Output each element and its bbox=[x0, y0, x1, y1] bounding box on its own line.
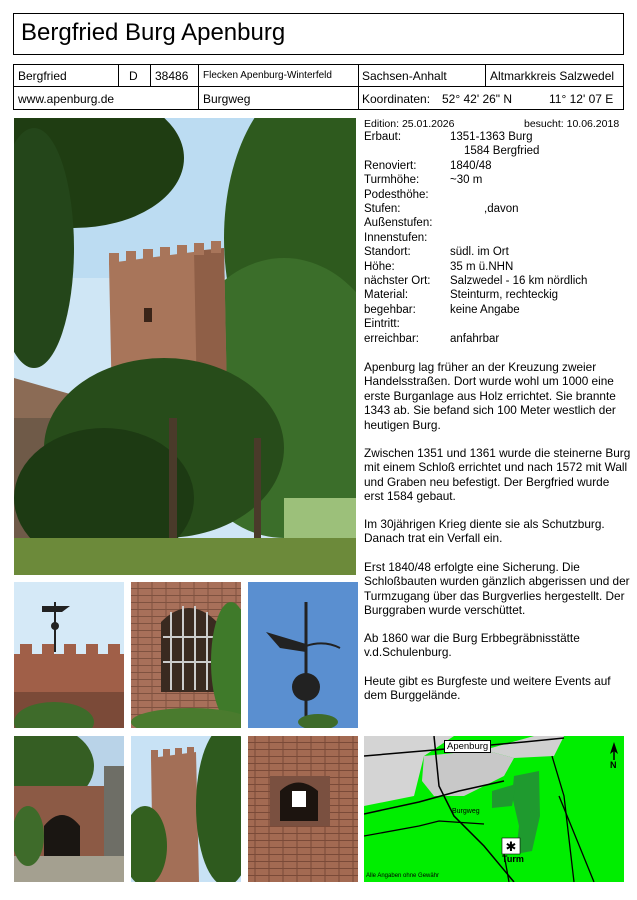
barred-window-photo bbox=[131, 582, 241, 728]
fact-value: ,davon bbox=[484, 203, 519, 215]
map-town-label: Apenburg bbox=[444, 740, 491, 753]
fact-label: begehbar: bbox=[364, 303, 416, 316]
history-paragraph: Heute gibt es Burgfeste und weitere Events auf dem Burggelände. bbox=[364, 674, 611, 703]
municipality-cell: Flecken Apenburg-Winterfeld bbox=[203, 70, 332, 81]
state-cell: Sachsen-Anhalt bbox=[362, 69, 447, 83]
fact-label: Material: bbox=[364, 289, 409, 302]
visited-date: besucht: 10.06.2018 bbox=[524, 118, 620, 130]
gate-photo bbox=[14, 736, 124, 882]
fact-label: Innenstufen: bbox=[364, 231, 428, 244]
map-tower-label: Turm bbox=[502, 854, 524, 864]
fact-label: Eintritt: bbox=[364, 318, 400, 331]
fact-label: Höhe: bbox=[364, 260, 395, 273]
grid-vline bbox=[150, 64, 151, 87]
fact-label: Podesthöhe: bbox=[364, 188, 429, 201]
grid-vline bbox=[358, 64, 359, 110]
grid-vline bbox=[118, 64, 119, 87]
postcode-cell: 38486 bbox=[155, 69, 189, 83]
fact-label: Außenstufen: bbox=[364, 217, 433, 230]
map-street-label: Burgweg bbox=[452, 808, 480, 815]
fact-value: 1351-1363 Burg bbox=[450, 131, 533, 143]
weathervane-closeup-photo bbox=[248, 582, 358, 728]
fact-label: Renoviert: bbox=[364, 159, 417, 172]
grid-vline bbox=[198, 64, 199, 110]
edition-date: Edition: 25.01.2026 bbox=[364, 118, 455, 130]
fact-value: 1840/48 bbox=[450, 159, 492, 172]
longitude: 11° 12' 07 E bbox=[549, 92, 614, 106]
page-title: Bergfried Burg Apenburg bbox=[21, 19, 286, 46]
facts-list bbox=[364, 130, 632, 350]
fact-label: Stufen: bbox=[364, 203, 401, 215]
history-paragraph: Erst 1840/48 erfolgte eine Sicherung. Die Schloßbauten wurden gänzlich abgerissen und der Turmzugang über das Burgverlies hergestellt. Der Burggraben wurde verschüttet. bbox=[364, 560, 630, 618]
fact-value: Steinturm, rechteckig bbox=[450, 289, 559, 302]
fact-label: Standort: bbox=[364, 246, 411, 259]
grid-vline bbox=[485, 64, 486, 87]
type-cell: Bergfried bbox=[18, 69, 67, 83]
fact-label: Turmhöhe: bbox=[364, 174, 420, 187]
title-box bbox=[13, 13, 624, 55]
fact-value: 1584 Bergfried bbox=[464, 145, 540, 158]
fact-label: nächster Ort: bbox=[364, 275, 431, 287]
grid-hline bbox=[13, 86, 624, 87]
fact-label: erreichbar: bbox=[364, 332, 419, 345]
coord-label: Koordinaten: bbox=[362, 92, 431, 106]
fact-value: Salzwedel - 16 km nördlich bbox=[450, 275, 588, 287]
district-cell: Altmarkkreis Salzwedel bbox=[490, 69, 615, 83]
latitude: 52° 42' 26" N bbox=[442, 92, 513, 106]
location-map bbox=[364, 736, 624, 882]
weathervane-photo bbox=[14, 582, 124, 728]
tower-window-photo bbox=[248, 736, 358, 882]
fact-value: keine Angabe bbox=[450, 303, 520, 316]
fact-value: anfahrbar bbox=[450, 332, 500, 345]
tower-view-photo bbox=[131, 736, 241, 882]
fact-value: 35 m ü.NHN bbox=[450, 260, 514, 273]
tower-photo-main bbox=[14, 118, 356, 575]
map-graphic bbox=[364, 736, 624, 882]
website-cell[interactable]: www.apenburg.de bbox=[18, 92, 115, 106]
fact-label: Erbaut: bbox=[364, 131, 402, 143]
street-cell: Burgweg bbox=[203, 92, 251, 106]
history-paragraph: Im 30jährigen Krieg diente sie als Schutzburg. Danach trat ein Verfall ein. bbox=[364, 517, 605, 546]
map-disclaimer: Alle Angaben ohne Gewähr bbox=[366, 873, 440, 879]
country-cell: D bbox=[129, 69, 138, 83]
fact-value: südl. im Ort bbox=[450, 246, 509, 259]
history-paragraph: Zwischen 1351 und 1361 wurde die steinerne Burg mit einem Schloß errichtet und nach 1572 mit Wall und Graben neu befestigt. Der Bergfried wurde erst 1584 gebaut. bbox=[364, 446, 631, 504]
history-paragraph: Apenburg lag früher an der Kreuzung zweier Handelsstraßen. Dort wurde wohl um 1000 eine erste Burganlage aus Holz errichtet. Sie brannte 1343 ab. Sie befand sich 100 Meter westlich der heutigen Burg. bbox=[364, 360, 616, 432]
north-label: N bbox=[610, 760, 617, 770]
svg-text:✱: ✱ bbox=[505, 840, 517, 855]
history-paragraph: Ab 1860 war die Burg Erbbegräbnisstätte v.d.Schulenburg. bbox=[364, 631, 580, 660]
fact-value: ~30 m bbox=[450, 174, 483, 187]
